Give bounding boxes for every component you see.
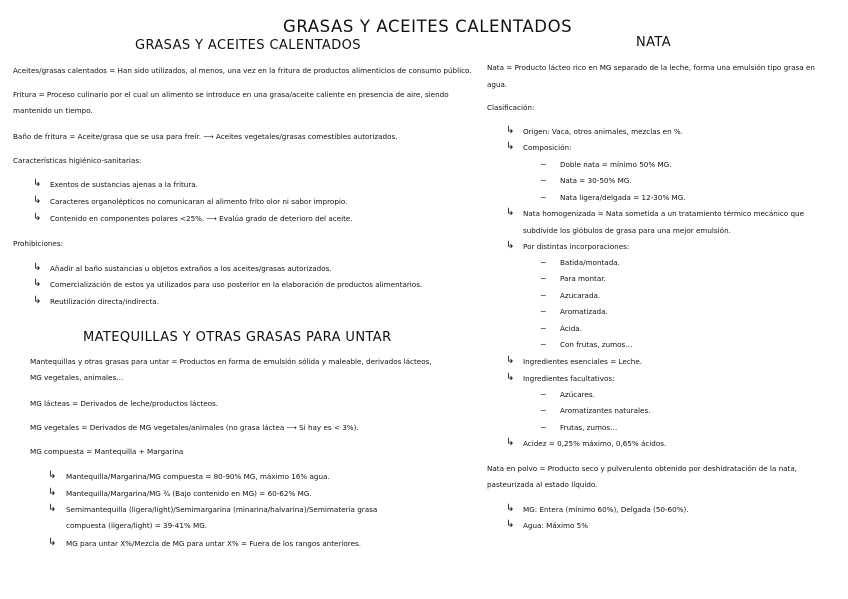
para-nata-2: agua.: [487, 80, 508, 89]
list-item: Acidez = 0,25% máximo, 0,65% ácidos.: [523, 439, 667, 448]
sub-list-item: Batida/montada.: [560, 258, 620, 267]
curved-arrow-icon: ↳: [33, 262, 42, 273]
tilde-icon: ~: [540, 160, 547, 169]
curved-arrow-icon: ↳: [33, 295, 42, 306]
tilde-icon: ~: [540, 258, 547, 267]
list-item: MG para untar X%/Mezcla de MG para untar X% = Fuera de los rangos anteriores.: [66, 539, 362, 548]
list-item: Composición:: [523, 143, 572, 152]
list-item: Contenido en componentes polares <25%. ⟶ Evalúa grado de deterioro del aceite.: [50, 214, 353, 223]
curved-arrow-icon: ↳: [33, 178, 42, 189]
curved-arrow-icon: ↳: [506, 437, 515, 448]
para-mg-lacteas: MG lácteas = Derivados de leche/productos lácteos.: [30, 399, 219, 408]
page-title: GRASAS Y ACEITES CALENTADOS: [283, 17, 573, 36]
list-item: Ingredientes esenciales = Leche.: [523, 357, 643, 366]
sub-list-item: Para montar.: [560, 274, 606, 283]
list-item: Reutilización directa/indirecta.: [50, 297, 159, 306]
curved-arrow-icon: ↳: [48, 487, 57, 498]
para-nata-1: Nata = Producto lácteo rico en MG separado de la leche, forma una emulsión tipo grasa en: [487, 63, 815, 72]
para-mg-vegetales: MG vegetales = Derivados de MG vegetales/animales (no grasa láctea ⟶ Si hay es < 3%).: [30, 423, 359, 432]
list-item: Comercialización de estos ya utilizados para uso posterior en la elaboración de productos alimentarios.: [50, 280, 423, 289]
list-item: Añadir al baño sustancias u objetos extraños a los aceites/grasas autorizados.: [50, 264, 332, 273]
para-mantequillas-2: MG vegetales, animales…: [30, 373, 124, 382]
curved-arrow-icon: ↳: [48, 470, 57, 481]
list-item: Ingredientes facultativos:: [523, 374, 615, 383]
para-nata-polvo-1: Nata en polvo = Producto seco y pulverulento obtenido por deshidratación de la nata,: [487, 464, 798, 473]
curved-arrow-icon: ↳: [48, 503, 57, 514]
sub-list-item: Azúcares.: [560, 390, 595, 399]
label-caracteristicas: Características higiénico-sanitarias:: [13, 156, 142, 165]
curved-arrow-icon: ↳: [506, 519, 515, 530]
para-fritura-1: Fritura = Proceso culinario por el cual un alimento se introduce en una grasa/aceite caliente en presencia de aire, siendo: [13, 90, 449, 99]
sub-list-item: Aromatizada.: [560, 307, 608, 316]
tilde-icon: ~: [540, 390, 547, 399]
para-nata-polvo-2: pasteurizada al estado líquido.: [487, 480, 598, 489]
para-bano-fritura: Baño de fritura = Aceite/grasa que se usa para freír. ⟶ Aceites vegetales/grasas comestibles autorizados.: [13, 132, 398, 141]
section-heading-mantequillas: MATEQUILLAS Y OTRAS GRASAS PARA UNTAR: [83, 330, 392, 345]
section-heading-grasas: GRASAS Y ACEITES CALENTADOS: [135, 38, 361, 53]
sub-list-item: Ácida.: [560, 324, 582, 333]
list-item: Por distintas incorporaciones:: [523, 242, 630, 251]
label-prohibiciones: Prohibiciones:: [13, 239, 64, 248]
list-item: Semimantequilla (ligera/light)/Semimargarina (minarina/halvarina)/Semimateria grasa: [66, 505, 378, 514]
sub-list-item: Doble nata = mínimo 50% MG.: [560, 160, 672, 169]
label-clasificacion: Clasificación:: [487, 103, 535, 112]
list-item-continuation: compuesta (ligera/light) = 39-41% MG.: [66, 521, 208, 530]
sub-list-item: Frutas, zumos…: [560, 423, 618, 432]
list-item: Origen: Vaca, otros animales, mezclas en %.: [523, 127, 684, 136]
curved-arrow-icon: ↳: [48, 537, 57, 548]
tilde-icon: ~: [540, 274, 547, 283]
para-mg-compuesta: MG compuesta = Mantequilla + Margarina: [30, 447, 184, 456]
curved-arrow-icon: ↳: [33, 212, 42, 223]
para-fritura-2: mantenido un tiempo.: [13, 106, 93, 115]
curved-arrow-icon: ↳: [506, 503, 515, 514]
section-heading-nata: NATA: [636, 35, 672, 50]
curved-arrow-icon: ↳: [506, 125, 515, 136]
tilde-icon: ~: [540, 340, 547, 349]
tilde-icon: ~: [540, 193, 547, 202]
curved-arrow-icon: ↳: [506, 355, 515, 366]
curved-arrow-icon: ↳: [506, 240, 515, 251]
list-item-continuation: subdivide los glóbulos de grasa para una mejor emulsión.: [523, 226, 731, 235]
list-item: MG: Entera (mínimo 60%), Delgada (50-60%).: [523, 505, 689, 514]
tilde-icon: ~: [540, 324, 547, 333]
list-item: Agua: Máximo 5%: [523, 521, 589, 530]
curved-arrow-icon: ↳: [506, 372, 515, 383]
curved-arrow-icon: ↳: [506, 141, 515, 152]
tilde-icon: ~: [540, 423, 547, 432]
list-item: Caracteres organolépticos no comunicaran al alimento frito olor ni sabor impropio.: [50, 197, 348, 206]
sub-list-item: Con frutas, zumos…: [560, 340, 633, 349]
curved-arrow-icon: ↳: [33, 278, 42, 289]
list-item: Mantequilla/Margarina/MG compuesta = 80-90% MG, máximo 16% agua.: [66, 472, 330, 481]
tilde-icon: ~: [540, 291, 547, 300]
para-mantequillas-1: Mantequillas y otras grasas para untar = Productos en forma de emulsión sólida y maleable, derivados lácteos,: [30, 357, 432, 366]
para-aceites-calentados: Aceites/grasas calentados = Han sido utilizados, al menos, una vez en la fritura de productos alimenticios de consumo público.: [13, 66, 472, 75]
sub-list-item: Aromatizantes naturales.: [560, 406, 651, 415]
sub-list-item: Nata = 30-50% MG.: [560, 176, 632, 185]
list-item: Mantequilla/Margarina/MG ¾ (Bajo contenido en MG) = 60-62% MG.: [66, 489, 312, 498]
tilde-icon: ~: [540, 406, 547, 415]
tilde-icon: ~: [540, 176, 547, 185]
curved-arrow-icon: ↳: [506, 207, 515, 218]
sub-list-item: Nata ligera/delgada = 12-30% MG.: [560, 193, 686, 202]
list-item: Exentos de sustancias ajenas a la fritura.: [50, 180, 198, 189]
sub-list-item: Azucarada.: [560, 291, 601, 300]
curved-arrow-icon: ↳: [33, 195, 42, 206]
tilde-icon: ~: [540, 307, 547, 316]
list-item: Nata homogenizada = Nata sometida a un tratamiento térmico mecánico que: [523, 209, 805, 218]
